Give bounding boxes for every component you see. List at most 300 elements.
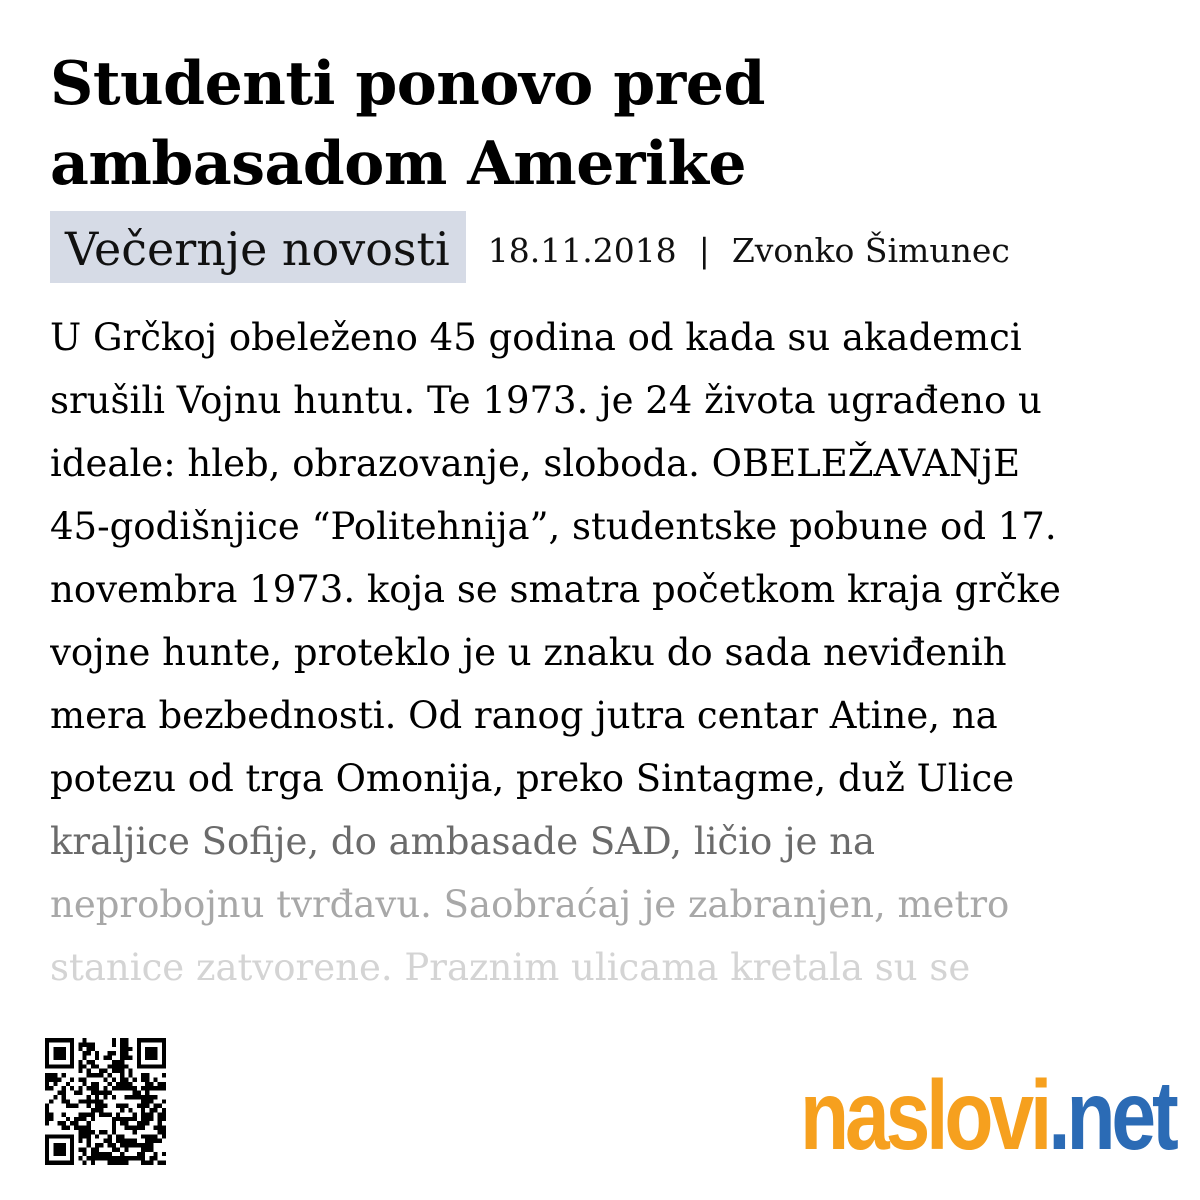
qr-module — [116, 1104, 120, 1108]
qr-module — [153, 1038, 157, 1042]
qr-module — [133, 1139, 137, 1143]
qr-module — [162, 1047, 166, 1051]
qr-module — [124, 1038, 128, 1042]
qr-module — [53, 1147, 57, 1151]
qr-module — [108, 1139, 112, 1143]
body-line: U Grčkoj obeleženo 45 godina od kada su akademci — [50, 316, 1022, 359]
qr-module — [99, 1112, 103, 1116]
qr-module — [99, 1152, 103, 1156]
qr-module — [162, 1082, 166, 1086]
qr-module — [62, 1095, 66, 1099]
qr-module — [162, 1134, 166, 1138]
qr-module — [162, 1073, 166, 1077]
qr-module — [120, 1082, 124, 1086]
qr-module — [120, 1060, 124, 1064]
qr-module — [141, 1143, 145, 1147]
body-line: potezu od trga Omonija, preko Sintagme, duž Ulice — [50, 757, 1015, 800]
body-line: novembra 1973. koja se smatra početkom kraja grčke — [50, 568, 1061, 611]
qr-module — [45, 1104, 49, 1108]
qr-module — [137, 1156, 141, 1160]
qr-module — [120, 1156, 124, 1160]
qr-module — [45, 1073, 49, 1077]
body-line: 45-godišnjice “Politehnija”, studentske pobune od 17. — [50, 505, 1057, 548]
byline-separator: | — [698, 231, 710, 270]
qr-module — [120, 1143, 124, 1147]
qr-module — [87, 1069, 91, 1073]
article-headline — [50, 44, 1150, 204]
qr-module — [128, 1047, 132, 1051]
qr-module — [128, 1117, 132, 1121]
qr-module — [103, 1095, 107, 1099]
qr-module — [153, 1095, 157, 1099]
qr-module — [112, 1121, 116, 1125]
qr-module — [78, 1042, 82, 1046]
qr-module — [128, 1095, 132, 1099]
source-badge: Večernje novosti — [50, 211, 466, 283]
qr-module — [49, 1117, 53, 1121]
qr-module — [83, 1112, 87, 1116]
qr-module — [120, 1069, 124, 1073]
qr-module — [83, 1161, 87, 1165]
qr-module — [158, 1161, 162, 1165]
qr-module — [124, 1104, 128, 1108]
qr-module — [149, 1161, 153, 1165]
qr-module — [112, 1126, 116, 1130]
qr-module — [66, 1038, 70, 1042]
qr-module — [149, 1056, 153, 1060]
qr-module — [45, 1152, 49, 1156]
qr-module — [145, 1099, 149, 1103]
qr-module — [145, 1082, 149, 1086]
qr-module — [95, 1056, 99, 1060]
qr-module — [145, 1077, 149, 1081]
qr-module — [137, 1091, 141, 1095]
qr-module — [74, 1091, 78, 1095]
qr-module — [70, 1056, 74, 1060]
qr-module — [153, 1051, 157, 1055]
qr-module — [124, 1082, 128, 1086]
qr-module — [137, 1064, 141, 1068]
headline-line-1: Studenti ponovo pred — [50, 49, 765, 119]
qr-module — [124, 1121, 128, 1125]
qr-module — [45, 1056, 49, 1060]
qr-module — [58, 1147, 62, 1151]
qr-module — [70, 1147, 74, 1151]
qr-module — [45, 1112, 49, 1116]
qr-module — [149, 1099, 153, 1103]
qr-module — [149, 1112, 153, 1116]
qr-module — [112, 1069, 116, 1073]
qr-module — [108, 1091, 112, 1095]
qr-module — [141, 1064, 145, 1068]
qr-module — [108, 1051, 112, 1055]
qr-module — [145, 1139, 149, 1143]
qr-module — [87, 1073, 91, 1077]
qr-module — [124, 1126, 128, 1130]
qr-module — [162, 1099, 166, 1103]
qr-module — [78, 1086, 82, 1090]
qr-module — [149, 1086, 153, 1090]
qr-module — [95, 1051, 99, 1055]
qr-module — [66, 1082, 70, 1086]
body-line: srušili Vojnu huntu. Te 1973. je 24 života ugrađeno u — [50, 379, 1042, 422]
body-line: vojne hunte, proteklo je u znaku do sada neviđenih — [50, 631, 1007, 674]
qr-module — [141, 1108, 145, 1112]
qr-module — [108, 1073, 112, 1077]
qr-module — [133, 1156, 137, 1160]
qr-module — [62, 1143, 66, 1147]
qr-module — [112, 1117, 116, 1121]
qr-module — [128, 1108, 132, 1112]
qr-module — [78, 1060, 82, 1064]
qr-module — [49, 1073, 53, 1077]
qr-module — [95, 1156, 99, 1160]
qr-module — [112, 1038, 116, 1042]
qr-module — [103, 1130, 107, 1134]
qr-module — [91, 1112, 95, 1116]
qr-module — [58, 1047, 62, 1051]
qr-module — [133, 1086, 137, 1090]
qr-module — [133, 1077, 137, 1081]
qr-module — [70, 1134, 74, 1138]
qr-module — [116, 1134, 120, 1138]
qr-module — [124, 1139, 128, 1143]
qr-module — [53, 1095, 57, 1099]
qr-module — [58, 1091, 62, 1095]
qr-module — [124, 1086, 128, 1090]
qr-module — [45, 1139, 49, 1143]
qr-module — [141, 1104, 145, 1108]
qr-module — [70, 1038, 74, 1042]
qr-module — [120, 1077, 124, 1081]
qr-module — [70, 1060, 74, 1064]
qr-module — [70, 1161, 74, 1165]
qr-module — [78, 1126, 82, 1130]
qr-module — [78, 1099, 82, 1103]
qr-module — [149, 1051, 153, 1055]
qr-module — [108, 1082, 112, 1086]
qr-module — [70, 1042, 74, 1046]
qr-module — [112, 1161, 116, 1165]
qr-module — [162, 1152, 166, 1156]
qr-module — [158, 1038, 162, 1042]
qr-module — [87, 1051, 91, 1055]
qr-module — [137, 1121, 141, 1125]
qr-module — [45, 1121, 49, 1125]
qr-module — [95, 1147, 99, 1151]
qr-module — [145, 1147, 149, 1151]
qr-module — [87, 1143, 91, 1147]
qr-module — [91, 1073, 95, 1077]
qr-module — [128, 1069, 132, 1073]
qr-module — [87, 1042, 91, 1046]
qr-module — [153, 1064, 157, 1068]
qr-module — [145, 1056, 149, 1060]
qr-module — [91, 1047, 95, 1051]
qr-module — [162, 1086, 166, 1090]
qr-module — [141, 1095, 145, 1099]
qr-module — [145, 1143, 149, 1147]
qr-module — [66, 1117, 70, 1121]
qr-module — [70, 1086, 74, 1090]
qr-module — [45, 1156, 49, 1160]
qr-module — [133, 1112, 137, 1116]
qr-module — [120, 1073, 124, 1077]
qr-module — [45, 1147, 49, 1151]
qr-module — [108, 1156, 112, 1160]
qr-module — [95, 1134, 99, 1138]
qr-module — [145, 1121, 149, 1125]
qr-module — [120, 1064, 124, 1068]
qr-module — [128, 1082, 132, 1086]
qr-module — [112, 1143, 116, 1147]
qr-module — [149, 1147, 153, 1151]
qr-module — [120, 1042, 124, 1046]
qr-module — [74, 1104, 78, 1108]
qr-module — [83, 1152, 87, 1156]
qr-module — [91, 1130, 95, 1134]
qr-module — [87, 1126, 91, 1130]
logo-part-naslovi: naslovi — [800, 1060, 1049, 1170]
qr-module — [112, 1042, 116, 1046]
qr-module — [70, 1064, 74, 1068]
qr-module — [53, 1161, 57, 1165]
qr-module — [62, 1047, 66, 1051]
qr-module — [83, 1051, 87, 1055]
qr-module — [108, 1064, 112, 1068]
qr-module — [162, 1126, 166, 1130]
qr-module — [120, 1139, 124, 1143]
qr-module — [162, 1051, 166, 1055]
qr-module — [145, 1091, 149, 1095]
qr-module — [70, 1152, 74, 1156]
qr-module — [145, 1073, 149, 1077]
qr-module — [108, 1112, 112, 1116]
qr-module — [162, 1112, 166, 1116]
qr-module — [87, 1104, 91, 1108]
qr-module — [116, 1156, 120, 1160]
qr-module — [145, 1134, 149, 1138]
qr-module — [145, 1051, 149, 1055]
qr-module — [58, 1056, 62, 1060]
qr-module — [145, 1086, 149, 1090]
qr-module — [74, 1121, 78, 1125]
qr-module — [149, 1143, 153, 1147]
qr-module — [137, 1056, 141, 1060]
qr-module — [45, 1042, 49, 1046]
qr-module — [124, 1051, 128, 1055]
qr-module — [133, 1130, 137, 1134]
qr-module — [49, 1099, 53, 1103]
qr-module — [83, 1042, 87, 1046]
qr-module — [45, 1134, 49, 1138]
qr-module — [124, 1156, 128, 1160]
qr-module — [45, 1117, 49, 1121]
qr-module — [53, 1073, 57, 1077]
qr-module — [116, 1086, 120, 1090]
qr-module — [78, 1077, 82, 1081]
qr-module — [108, 1056, 112, 1060]
qr-module — [83, 1077, 87, 1081]
qr-module — [124, 1042, 128, 1046]
qr-module — [137, 1104, 141, 1108]
qr-module — [133, 1126, 137, 1130]
qr-module — [45, 1161, 49, 1165]
body-line: ideale: hleb, obrazovanje, sloboda. OBELEŽAVANjE — [50, 442, 1021, 485]
qr-module — [137, 1095, 141, 1099]
qr-module — [162, 1038, 166, 1042]
qr-module — [103, 1104, 107, 1108]
qr-module — [153, 1152, 157, 1156]
qr-module — [58, 1134, 62, 1138]
qr-module — [53, 1051, 57, 1055]
qr-module — [87, 1095, 91, 1099]
qr-module — [103, 1086, 107, 1090]
qr-module — [53, 1038, 57, 1042]
body-line-fading: kraljice Sofije, do ambasade SAD, ličio je na — [50, 820, 876, 863]
qr-module — [66, 1134, 70, 1138]
qr-module — [120, 1121, 124, 1125]
qr-module — [128, 1143, 132, 1147]
qr-module — [158, 1112, 162, 1116]
qr-module — [141, 1073, 145, 1077]
qr-module — [62, 1064, 66, 1068]
qr-module — [141, 1117, 145, 1121]
qr-module — [162, 1117, 166, 1121]
qr-module — [141, 1077, 145, 1081]
body-line-fading: stanice zatvorene. Praznim ulicama kretala su se — [50, 946, 971, 989]
qr-module — [91, 1108, 95, 1112]
qr-module — [128, 1073, 132, 1077]
qr-module — [78, 1112, 82, 1116]
qr-module — [99, 1156, 103, 1160]
qr-module — [83, 1126, 87, 1130]
qr-module — [133, 1117, 137, 1121]
qr-module — [108, 1161, 112, 1165]
qr-module — [108, 1143, 112, 1147]
qr-module — [49, 1112, 53, 1116]
qr-module — [124, 1095, 128, 1099]
qr-module — [103, 1077, 107, 1081]
qr-module — [112, 1130, 116, 1134]
qr-module — [58, 1051, 62, 1055]
qr-module — [120, 1047, 124, 1051]
qr-module — [112, 1095, 116, 1099]
qr-module — [103, 1112, 107, 1116]
qr-module — [70, 1143, 74, 1147]
qr-module — [91, 1156, 95, 1160]
qr-module — [103, 1069, 107, 1073]
qr-module — [87, 1047, 91, 1051]
qr-module — [153, 1086, 157, 1090]
qr-module — [133, 1095, 137, 1099]
qr-module — [45, 1108, 49, 1112]
qr-module — [141, 1121, 145, 1125]
qr-module — [49, 1134, 53, 1138]
qr-module — [112, 1064, 116, 1068]
qr-module — [45, 1077, 49, 1081]
qr-module — [145, 1047, 149, 1051]
qr-module — [95, 1091, 99, 1095]
qr-module — [62, 1161, 66, 1165]
qr-module — [74, 1117, 78, 1121]
qr-module — [95, 1095, 99, 1099]
qr-module — [62, 1112, 66, 1116]
qr-module — [91, 1060, 95, 1064]
qr-module — [83, 1064, 87, 1068]
qr-module — [53, 1077, 57, 1081]
qr-code-icon — [45, 1038, 166, 1165]
logo-part-net: .net — [1048, 1060, 1175, 1170]
qr-module — [137, 1051, 141, 1055]
qr-module — [62, 1073, 66, 1077]
qr-module — [120, 1152, 124, 1156]
qr-module — [149, 1064, 153, 1068]
qr-module — [99, 1099, 103, 1103]
qr-module — [116, 1117, 120, 1121]
qr-module — [128, 1056, 132, 1060]
qr-module — [91, 1099, 95, 1103]
qr-module — [45, 1082, 49, 1086]
qr-module — [120, 1108, 124, 1112]
qr-module — [145, 1038, 149, 1042]
qr-module — [87, 1112, 91, 1116]
qr-module — [116, 1147, 120, 1151]
qr-module — [116, 1064, 120, 1068]
qr-module — [99, 1143, 103, 1147]
qr-module — [137, 1042, 141, 1046]
qr-module — [153, 1126, 157, 1130]
qr-module — [87, 1156, 91, 1160]
qr-module — [133, 1143, 137, 1147]
qr-module — [99, 1091, 103, 1095]
qr-module — [158, 1104, 162, 1108]
qr-module — [45, 1064, 49, 1068]
qr-module — [78, 1117, 82, 1121]
qr-module — [145, 1112, 149, 1116]
qr-module — [91, 1086, 95, 1090]
qr-module — [103, 1056, 107, 1060]
qr-module — [87, 1121, 91, 1125]
qr-module — [112, 1156, 116, 1160]
qr-module — [141, 1161, 145, 1165]
qr-module — [83, 1130, 87, 1134]
qr-module — [141, 1134, 145, 1138]
qr-module — [153, 1156, 157, 1160]
qr-module — [66, 1126, 70, 1130]
qr-module — [53, 1082, 57, 1086]
qr-module — [153, 1056, 157, 1060]
qr-module — [137, 1047, 141, 1051]
qr-module — [66, 1104, 70, 1108]
qr-module — [108, 1134, 112, 1138]
qr-module — [95, 1152, 99, 1156]
qr-module — [133, 1091, 137, 1095]
qr-module — [87, 1139, 91, 1143]
qr-module — [158, 1086, 162, 1090]
qr-module — [78, 1134, 82, 1138]
qr-module — [78, 1069, 82, 1073]
qr-module — [149, 1134, 153, 1138]
qr-module — [91, 1064, 95, 1068]
qr-module — [87, 1086, 91, 1090]
qr-module — [66, 1064, 70, 1068]
author-name: Zvonko Šimunec — [731, 231, 1010, 270]
qr-module — [91, 1147, 95, 1151]
qr-module — [87, 1060, 91, 1064]
qr-module — [99, 1130, 103, 1134]
qr-module — [49, 1077, 53, 1081]
